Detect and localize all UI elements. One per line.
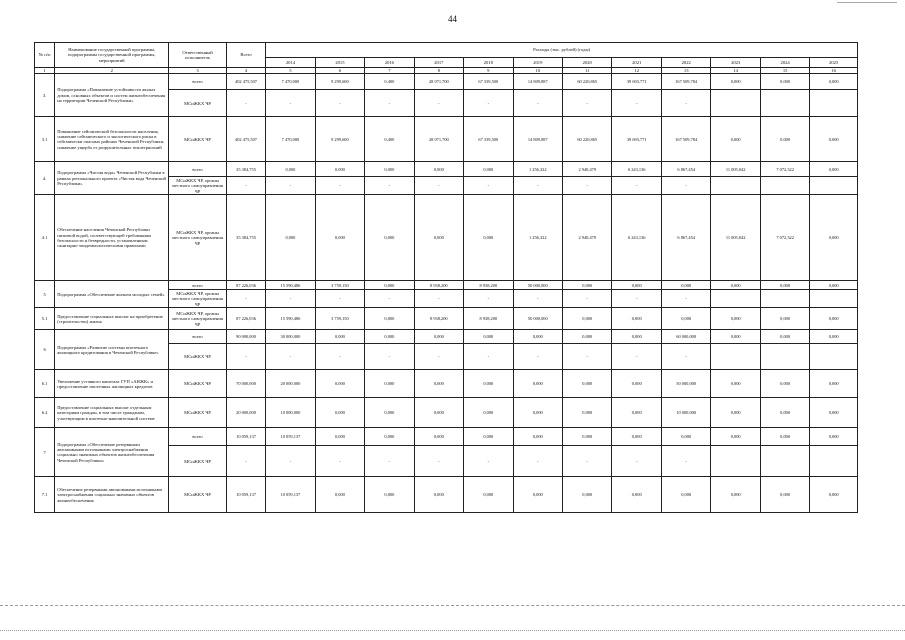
row-number: 6.2 — [35, 398, 55, 428]
row-year-value: 0,000 — [266, 162, 315, 177]
row-year-value: - — [315, 344, 364, 370]
row-year-value — [760, 446, 809, 477]
row-year-value: 14 809,887 — [513, 117, 562, 162]
row-year-value: - — [414, 90, 463, 117]
column-index-cell: 7 — [365, 68, 414, 74]
row-year-value: 0,000 — [464, 162, 513, 177]
row-year-value: 0,000 — [760, 117, 809, 162]
row-year-value: 0,000 — [464, 398, 513, 428]
row-year-value: 0,000 — [365, 281, 414, 290]
header-year: 2020 — [563, 58, 612, 68]
column-index-cell: 4 — [226, 68, 265, 74]
row-year-value: 50 000,000 — [661, 370, 710, 398]
row-total: 35 384,755 — [226, 162, 265, 177]
row-year-value: 30 000,000 — [266, 330, 315, 344]
row-year-value: 0,000 — [513, 428, 562, 446]
row-name: Подпрограмма «Повышение устойчивости жилых домов, основных объектов и систем жизнеобеспечения на территории Чеченской Республики» — [55, 74, 169, 117]
row-name: Подпрограмма «Обеспечение жильем молодых семей» — [55, 281, 169, 308]
row-year-value: - — [266, 446, 315, 477]
row-total: - — [226, 344, 265, 370]
row-total: 10 059,137 — [226, 428, 265, 446]
row-year-value: 11 005,042 — [711, 162, 760, 177]
row-year-value: 0,000 — [414, 370, 463, 398]
row-responsible: МСиЖКХ ЧР — [169, 446, 227, 477]
row-total: 20 000,000 — [226, 398, 265, 428]
row-year-value: - — [464, 344, 513, 370]
row-total: - — [226, 90, 265, 117]
scan-artifact-line — [0, 630, 905, 631]
row-year-value: - — [414, 344, 463, 370]
row-responsible: МСиЖКХ ЧР — [169, 477, 227, 513]
row-year-value: 0,400 — [365, 74, 414, 90]
row-responsible: МСиЖКХ ЧР — [169, 344, 227, 370]
row-year-value: 0,400 — [365, 117, 414, 162]
header-num: № п/п — [35, 43, 55, 68]
row-number: 7.1 — [35, 477, 55, 513]
row-year-value: - — [513, 290, 562, 308]
row-name: Обеспечение населения Чеченской Республики питьевой водой, соответствующей требованиям безопасности и безвредности, установленным санитарно-эпидемиологическими правилами — [55, 195, 169, 281]
row-year-value: 0,000 — [810, 74, 858, 90]
row-year-value: 0,000 — [266, 195, 315, 281]
row-year-value: 6 867,454 — [661, 195, 710, 281]
row-name: Предоставление социальных выплат на приобретение (строительство) жилья — [55, 308, 169, 330]
row-year-value: 9 299,600 — [315, 117, 364, 162]
row-year-value: 0,000 — [315, 428, 364, 446]
header-expenses: Расходы (тыс. рублей) (годы) — [266, 43, 858, 58]
row-year-value: 10 059,137 — [266, 428, 315, 446]
column-index-cell: 11 — [563, 68, 612, 74]
row-year-value: 0,000 — [810, 162, 858, 177]
row-number: 3. — [35, 74, 55, 117]
row-year-value: 0,000 — [365, 308, 414, 330]
row-year-value: - — [513, 177, 562, 195]
scan-corner-mark — [837, 2, 897, 3]
row-year-value: - — [612, 290, 661, 308]
row-name: Обеспечение резервными автономными источниками электроснабжения социально значимых объектов жизнеобеспечения — [55, 477, 169, 513]
row-year-value: 60 220,865 — [563, 74, 612, 90]
row-total: 87 226,036 — [226, 308, 265, 330]
row-year-value: 7 072,322 — [760, 162, 809, 177]
header-year: 2016 — [365, 58, 414, 68]
row-year-value: 0,000 — [711, 308, 760, 330]
row-year-value: - — [661, 290, 710, 308]
row-year-value — [810, 446, 858, 477]
page-number: 44 — [448, 14, 457, 24]
row-year-value: 0,000 — [760, 477, 809, 513]
row-year-value: - — [365, 344, 414, 370]
row-year-value: 0,000 — [414, 195, 463, 281]
row-year-value: - — [266, 177, 315, 195]
column-index-cell: 5 — [266, 68, 315, 74]
row-year-value: 60 000,000 — [661, 330, 710, 344]
row-year-value: 0,000 — [810, 370, 858, 398]
row-year-value: - — [266, 290, 315, 308]
row-responsible: МСиЖКХ ЧР, органы местного самоуправления ЧР — [169, 308, 227, 330]
row-year-value: 0,000 — [315, 370, 364, 398]
row-year-value: 3 759,150 — [315, 308, 364, 330]
header-year: 2018 — [464, 58, 513, 68]
row-name: Повышение сейсмической безопасности населения, снижение сейсмического и экологического риска в сейсмически опасных районах Чеченской Республики, снижение ущерба от разрушительных землетрясений — [55, 117, 169, 162]
row-year-value: 39 693,771 — [612, 74, 661, 90]
row-year-value: 0,000 — [760, 74, 809, 90]
row-year-value: 0,000 — [760, 281, 809, 290]
row-year-value: 0,000 — [464, 428, 513, 446]
row-year-value: 0,000 — [711, 117, 760, 162]
row-year-value: 0,000 — [414, 330, 463, 344]
header-responsible: Ответственный исполнитель — [169, 43, 227, 68]
row-year-value — [711, 177, 760, 195]
row-year-value — [760, 177, 809, 195]
header-year: 2025 — [810, 58, 858, 68]
row-total: - — [226, 290, 265, 308]
row-responsible: МСиЖКХ ЧР — [169, 117, 227, 162]
column-index-cell: 12 — [612, 68, 661, 74]
row-year-value: 0,000 — [315, 477, 364, 513]
row-year-value: 8 938,200 — [414, 281, 463, 290]
header-year: 2021 — [612, 58, 661, 68]
row-year-value: 0,000 — [365, 195, 414, 281]
row-year-value: 0,000 — [810, 281, 858, 290]
row-year-value: 0,000 — [365, 428, 414, 446]
row-name: Предоставление социальных выплат отдельным категориям граждан, в том числе гражданам, участвующим в ипотечно-накопительной системе — [55, 398, 169, 428]
row-year-value: - — [414, 177, 463, 195]
row-total: 90 000,000 — [226, 330, 265, 344]
row-year-value: 28 071,700 — [414, 117, 463, 162]
row-year-value: - — [414, 290, 463, 308]
row-year-value: 0,000 — [315, 162, 364, 177]
row-year-value: 0,000 — [810, 428, 858, 446]
row-year-value: 0,000 — [711, 330, 760, 344]
row-year-value: 0,000 — [760, 428, 809, 446]
row-year-value: 39 693,771 — [612, 117, 661, 162]
row-number: 5.1 — [35, 308, 55, 330]
row-year-value: 2 940,479 — [563, 162, 612, 177]
table-row — [35, 398, 858, 428]
row-year-value: 0,000 — [315, 195, 364, 281]
row-year-value: 167 509,784 — [661, 117, 710, 162]
row-total: 35 384,755 — [226, 195, 265, 281]
row-year-value — [711, 90, 760, 117]
row-year-value: - — [563, 344, 612, 370]
row-year-value: 7 470,000 — [266, 74, 315, 90]
row-responsible: МСиЖКХ ЧР — [169, 370, 227, 398]
column-index-cell: 13 — [661, 68, 710, 74]
row-year-value: - — [266, 344, 315, 370]
row-year-value: 8 938,200 — [414, 308, 463, 330]
row-year-value: 15 590,486 — [266, 281, 315, 290]
row-year-value: 0,000 — [810, 398, 858, 428]
row-year-value: 0,000 — [612, 330, 661, 344]
row-year-value: 0,000 — [563, 330, 612, 344]
row-year-value: 0,000 — [563, 370, 612, 398]
row-year-value: - — [661, 446, 710, 477]
row-number: 4.1 — [35, 195, 55, 281]
row-year-value: 0,000 — [315, 398, 364, 428]
row-year-value: 0,000 — [414, 398, 463, 428]
row-year-value: 0,000 — [563, 281, 612, 290]
row-year-value: 67 339,500 — [464, 117, 513, 162]
row-year-value: 0,000 — [711, 477, 760, 513]
row-number: 3.1 — [35, 117, 55, 162]
row-year-value: 0,000 — [513, 477, 562, 513]
row-number: 6.1 — [35, 370, 55, 398]
header-year: 2023 — [711, 58, 760, 68]
row-year-value: 60 220,865 — [563, 117, 612, 162]
column-index-cell: 3 — [169, 68, 227, 74]
row-year-value: - — [612, 344, 661, 370]
row-year-value: 0,000 — [563, 428, 612, 446]
row-year-value: - — [612, 90, 661, 117]
row-year-value: - — [315, 290, 364, 308]
row-year-value: 0,000 — [612, 398, 661, 428]
row-year-value: 10 000,000 — [266, 398, 315, 428]
header-year: 2014 — [266, 58, 315, 68]
row-year-value: - — [365, 90, 414, 117]
row-year-value: - — [315, 90, 364, 117]
row-year-value: 2 940,479 — [563, 195, 612, 281]
row-responsible: МСиЖКХ ЧР — [169, 90, 227, 117]
row-year-value — [711, 290, 760, 308]
row-year-value: 9 299,600 — [315, 74, 364, 90]
header-year: 2019 — [513, 58, 562, 68]
table-row — [35, 281, 858, 290]
row-year-value: - — [563, 90, 612, 117]
row-year-value: - — [464, 90, 513, 117]
row-year-value: - — [365, 177, 414, 195]
scan-artifact-line — [0, 605, 905, 606]
row-year-value: 50 000,000 — [513, 308, 562, 330]
row-year-value: 0,000 — [464, 330, 513, 344]
row-responsible: всего — [169, 330, 227, 344]
table-header-row — [35, 43, 858, 58]
row-year-value — [760, 344, 809, 370]
row-year-value: 0,000 — [612, 477, 661, 513]
row-year-value: - — [365, 446, 414, 477]
column-index-cell: 8 — [414, 68, 463, 74]
row-year-value: 0,000 — [711, 370, 760, 398]
row-year-value: 6 243,136 — [612, 162, 661, 177]
row-year-value: 0,000 — [661, 281, 710, 290]
table-row — [35, 74, 858, 90]
row-year-value: - — [315, 177, 364, 195]
row-year-value: 0,000 — [711, 428, 760, 446]
row-year-value: 0,000 — [612, 281, 661, 290]
header-total: Всего — [226, 43, 265, 68]
table-row — [35, 162, 858, 177]
row-year-value: - — [612, 177, 661, 195]
row-year-value — [810, 344, 858, 370]
row-number: 5 — [35, 281, 55, 308]
row-year-value: 0,000 — [612, 428, 661, 446]
row-number: 6 — [35, 330, 55, 370]
row-year-value: 0,000 — [513, 370, 562, 398]
row-year-value: - — [563, 446, 612, 477]
row-year-value: - — [414, 446, 463, 477]
row-year-value: 0,000 — [711, 281, 760, 290]
row-year-value: 0,000 — [661, 477, 710, 513]
row-year-value: 0,000 — [661, 428, 710, 446]
column-index-cell: 16 — [810, 68, 858, 74]
row-year-value: 28 071,700 — [414, 74, 463, 90]
row-year-value: 11 005,042 — [711, 195, 760, 281]
row-year-value: 0,000 — [810, 477, 858, 513]
row-responsible: всего — [169, 281, 227, 290]
row-year-value: 8 938,200 — [464, 281, 513, 290]
row-year-value: 1 256,322 — [513, 195, 562, 281]
row-total: 402 475,507 — [226, 117, 265, 162]
row-year-value: 6 867,454 — [661, 162, 710, 177]
row-responsible: МСиЖКХ ЧР — [169, 398, 227, 428]
row-year-value: 0,000 — [365, 477, 414, 513]
row-name: Подпрограмма «Развитие системы ипотечного жилищного кредитования в Чеченской Республике» — [55, 330, 169, 370]
row-year-value: 0,000 — [810, 308, 858, 330]
row-total: 87 226,036 — [226, 281, 265, 290]
row-year-value: - — [365, 290, 414, 308]
row-year-value: 0,000 — [711, 74, 760, 90]
row-name: Увеличение уставного капитала ГУП «АИЖК» и предоставление ипотечных жилищных кредитов — [55, 370, 169, 398]
row-year-value: 50 000,000 — [513, 281, 562, 290]
row-year-value — [810, 290, 858, 308]
table-row — [35, 477, 858, 513]
row-year-value — [760, 90, 809, 117]
row-year-value — [760, 290, 809, 308]
row-year-value: - — [563, 290, 612, 308]
header-year: 2024 — [760, 58, 809, 68]
row-year-value — [711, 344, 760, 370]
row-name: Подпрограмма «Обеспечение резервными автономными источниками электроснабжения социально значимых объектов жизнеобеспечения Чеченской Республики» — [55, 428, 169, 477]
row-year-value — [711, 446, 760, 477]
row-year-value: 0,000 — [612, 370, 661, 398]
row-year-value: 0,000 — [563, 308, 612, 330]
row-year-value: 20 000,000 — [266, 370, 315, 398]
row-year-value: 15 590,486 — [266, 308, 315, 330]
row-year-value: - — [513, 90, 562, 117]
row-year-value: 0,000 — [563, 398, 612, 428]
row-year-value: 0,000 — [563, 477, 612, 513]
row-year-value: 8 938,200 — [464, 308, 513, 330]
row-total: 402 475,507 — [226, 74, 265, 90]
row-year-value: - — [661, 344, 710, 370]
budget-table — [34, 42, 858, 513]
column-index-cell: 9 — [464, 68, 513, 74]
row-year-value — [810, 177, 858, 195]
row-year-value — [810, 90, 858, 117]
column-index-cell: 2 — [55, 68, 169, 74]
table-row — [35, 308, 858, 330]
row-year-value: 10 000,000 — [661, 398, 710, 428]
row-total: 70 000,000 — [226, 370, 265, 398]
row-year-value: - — [513, 446, 562, 477]
column-index-cell: 15 — [760, 68, 809, 74]
row-year-value: 7 072,322 — [760, 195, 809, 281]
row-year-value: 0,000 — [315, 330, 364, 344]
row-year-value: 0,000 — [365, 162, 414, 177]
row-number: 4. — [35, 162, 55, 195]
row-year-value: 3 759,150 — [315, 281, 364, 290]
table-row — [35, 370, 858, 398]
row-year-value: - — [315, 446, 364, 477]
row-year-value: 0,000 — [365, 370, 414, 398]
row-total: - — [226, 446, 265, 477]
row-year-value: 0,000 — [810, 195, 858, 281]
row-total: 10 059,137 — [226, 477, 265, 513]
row-year-value: 167 509,784 — [661, 74, 710, 90]
table-row — [35, 428, 858, 446]
row-year-value: 7 470,000 — [266, 117, 315, 162]
row-year-value: 0,000 — [365, 330, 414, 344]
row-year-value: 0,000 — [513, 398, 562, 428]
row-year-value: 6 243,136 — [612, 195, 661, 281]
row-year-value: 14 809,887 — [513, 74, 562, 90]
table-row — [35, 117, 858, 162]
row-year-value: 0,000 — [760, 398, 809, 428]
row-year-value: 0,000 — [414, 428, 463, 446]
row-year-value: - — [464, 177, 513, 195]
row-year-value: 0,000 — [661, 308, 710, 330]
row-year-value: 0,000 — [612, 308, 661, 330]
row-year-value: - — [464, 290, 513, 308]
row-year-value: 0,000 — [414, 162, 463, 177]
row-year-value: 10 059,137 — [266, 477, 315, 513]
column-index-cell: 14 — [711, 68, 760, 74]
row-year-value: - — [661, 90, 710, 117]
row-year-value: 0,000 — [810, 330, 858, 344]
row-year-value: 0,000 — [760, 330, 809, 344]
row-year-value: 0,000 — [464, 370, 513, 398]
row-year-value: - — [563, 177, 612, 195]
row-year-value: - — [661, 177, 710, 195]
row-year-value: 0,000 — [365, 398, 414, 428]
row-year-value: - — [266, 90, 315, 117]
row-year-value: - — [612, 446, 661, 477]
row-responsible: всего — [169, 74, 227, 90]
row-responsible: МСиЖКХ ЧР, органы местного самоуправления ЧР — [169, 195, 227, 281]
row-year-value: - — [513, 344, 562, 370]
row-year-value: 0,000 — [760, 308, 809, 330]
row-year-value: 0,000 — [760, 370, 809, 398]
row-number: 7 — [35, 428, 55, 477]
header-year: 2015 — [315, 58, 364, 68]
row-responsible: МСиЖКХ ЧР, органы местного самоуправления ЧР — [169, 290, 227, 308]
row-year-value: 0,000 — [711, 398, 760, 428]
row-year-value: 0,000 — [464, 195, 513, 281]
header-name: Наименование государственной программы, подпрограммы государственной программы, мероприятий — [55, 43, 169, 68]
row-responsible: всего — [169, 428, 227, 446]
column-index-cell: 10 — [513, 68, 562, 74]
row-responsible: МСиЖКХ ЧР, органы местного самоуправления ЧР — [169, 177, 227, 195]
row-year-value: 67 339,500 — [464, 74, 513, 90]
row-year-value: - — [464, 446, 513, 477]
table-row — [35, 330, 858, 344]
row-total: - — [226, 177, 265, 195]
row-year-value: 0,000 — [464, 477, 513, 513]
row-year-value: 0,000 — [513, 330, 562, 344]
row-year-value: 1 256,322 — [513, 162, 562, 177]
row-year-value: 0,000 — [414, 477, 463, 513]
row-year-value: 0,000 — [810, 117, 858, 162]
column-index-cell: 6 — [315, 68, 364, 74]
row-responsible: всего — [169, 162, 227, 177]
row-name: Подпрограмма «Чистая вода» Чеченской Республики в рамках регионального проекта «Чистая вода Чеченской Республики» — [55, 162, 169, 195]
table-row — [35, 195, 858, 281]
header-year: 2022 — [661, 58, 710, 68]
column-index-cell: 1 — [35, 68, 55, 74]
header-year: 2017 — [414, 58, 463, 68]
